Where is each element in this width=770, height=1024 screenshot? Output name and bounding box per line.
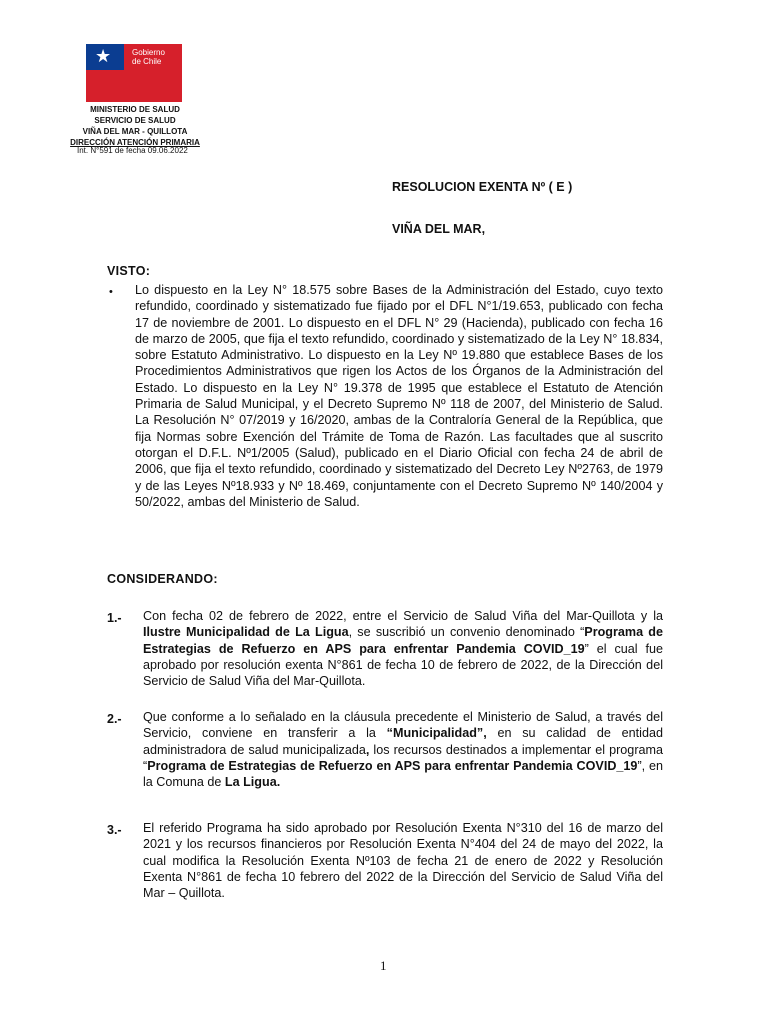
program-name: Programa de Estrategias de Refuerzo en APS para enfrentar Pandemia COVID_19	[147, 758, 638, 773]
considerando-heading: CONSIDERANDO:	[107, 572, 218, 586]
ministry-line: MINISTERIO DE SALUD	[90, 105, 180, 114]
text-span: Que conforme a lo señalado en la cláusula precedente el Ministerio de Salud, a través del Servicio, conviene en transferir a la	[143, 710, 663, 741]
text-span: ”, en la Comuna de	[143, 758, 663, 790]
item-number: 2.-	[107, 712, 122, 726]
visto-heading: VISTO:	[107, 264, 151, 278]
text-span: Con fecha 02 de febrero de 2022, entre el Servicio de Salud Viña del Mar-Quillota y la	[143, 609, 663, 623]
text-span: , se suscribió un convenio denominado “	[348, 625, 585, 640]
commune-name: La Ligua.	[224, 775, 281, 790]
text-span: en su calidad de entidad administradora de salud municipalizada	[143, 726, 663, 757]
item-number: 1.-	[107, 611, 122, 625]
internal-reference: Int. N°591 de fecha 09.06.2022	[77, 146, 188, 155]
star-icon: ★	[95, 46, 112, 67]
service-line: SERVICIO DE SALUD	[94, 116, 176, 125]
logo-text: Gobierno de Chile	[132, 48, 165, 66]
bullet-icon: •	[109, 286, 113, 298]
program-name: Programa de Estrategias de Refuerzo en APS para enfrentar Pandemia COVID_19	[143, 625, 663, 656]
considerando-item-1	[143, 608, 663, 689]
text-span: los recursos destinados a implementar el programa “	[143, 742, 664, 773]
bold-text: “Municipalidad”,	[386, 726, 487, 741]
text-span: ” el cual fue aprobado por resolución exenta N°861 de fecha 10 de febrero de 2022, de la Dirección del Servicio de Salud Viña del Mar-Quillota.	[143, 641, 663, 689]
directorate-line: DIRECCIÓN ATENCIÓN PRIMARIA	[70, 138, 200, 147]
considerando-item-2	[143, 709, 663, 790]
logo-blue-field	[86, 44, 124, 70]
city-line: VIÑA DEL MAR,	[392, 222, 486, 236]
gobierno-de-chile-logo	[86, 44, 182, 102]
considerando-item-3: El referido Programa ha sido aprobado por Resolución Exenta N°310 del 16 de marzo del 2021 y los recursos financieros por Resolución Exenta N°404 del 24 de mayo del 2022, la cual modifica la Resolución Exenta Nº103 de fecha 21 de enero de 2022 y Resolución Exenta N°861 de fecha 10 febrero del 2022 de la Dirección del Servicio de Salud Viña del Mar – Quillota.	[143, 821, 663, 901]
page-number: 1	[380, 958, 387, 973]
item-number: 3.-	[107, 823, 122, 837]
municipality-name: Ilustre Municipalidad de La Ligua	[143, 625, 349, 640]
resolution-title: RESOLUCION EXENTA Nº ( E )	[392, 180, 573, 194]
logo-red-field	[86, 70, 182, 102]
bold-text: ,	[365, 742, 370, 757]
visto-paragraph: Lo dispuesto en la Ley N° 18.575 sobre Bases de la Administración del Estado, cuyo texto refundido, coordinado y sistematizado fue fijado por el DFL N°1/19.653, publicado con fecha 17 de noviembre de 2001. Lo dispuesto en el DFL N° 29 (Hacienda), publicado con fecha 16 de marzo de 2005, que fija el texto refundido, coordinado y sistematizado de la Ley N° 18.834, sobre Estatuto Administrativo. Lo dispuesto en la Ley Nº 19.880 que establece Bases de los Procedimientos Administrativos que rigen los Actos de los Órganos de la Administración del Estado. Lo dispuesto en la Ley N° 19.378 de 1995 que establece el Estatuto de Atención Primaria de Salud Municipal, y el Decreto Supremo Nº 118 de 2007, del Ministerio de Salud. La Resolución N° 07/2019 y 16/2020, ambas de la Contraloría General de la República, que fija Normas sobre Exención del Trámite de Toma de Razón. Las facultades que al suscrito otorgan el D.F.L. Nº1/2005 (Salud), publicado en el Diario Oficial con fecha 24 de abril de 2006, que fija el texto refundido, coordinado y sistematizado del Decreto Ley Nº2763, de 1979 y de las Leyes Nº18.933 y Nº 18.469, conjuntamente con el Decreto Supremo Nº 140/2004 y 50/2022, ambas del Ministerio de Salud.	[135, 283, 663, 509]
issuer-header	[60, 104, 210, 148]
region-line: VIÑA DEL MAR - QUILLOTA	[82, 127, 188, 136]
